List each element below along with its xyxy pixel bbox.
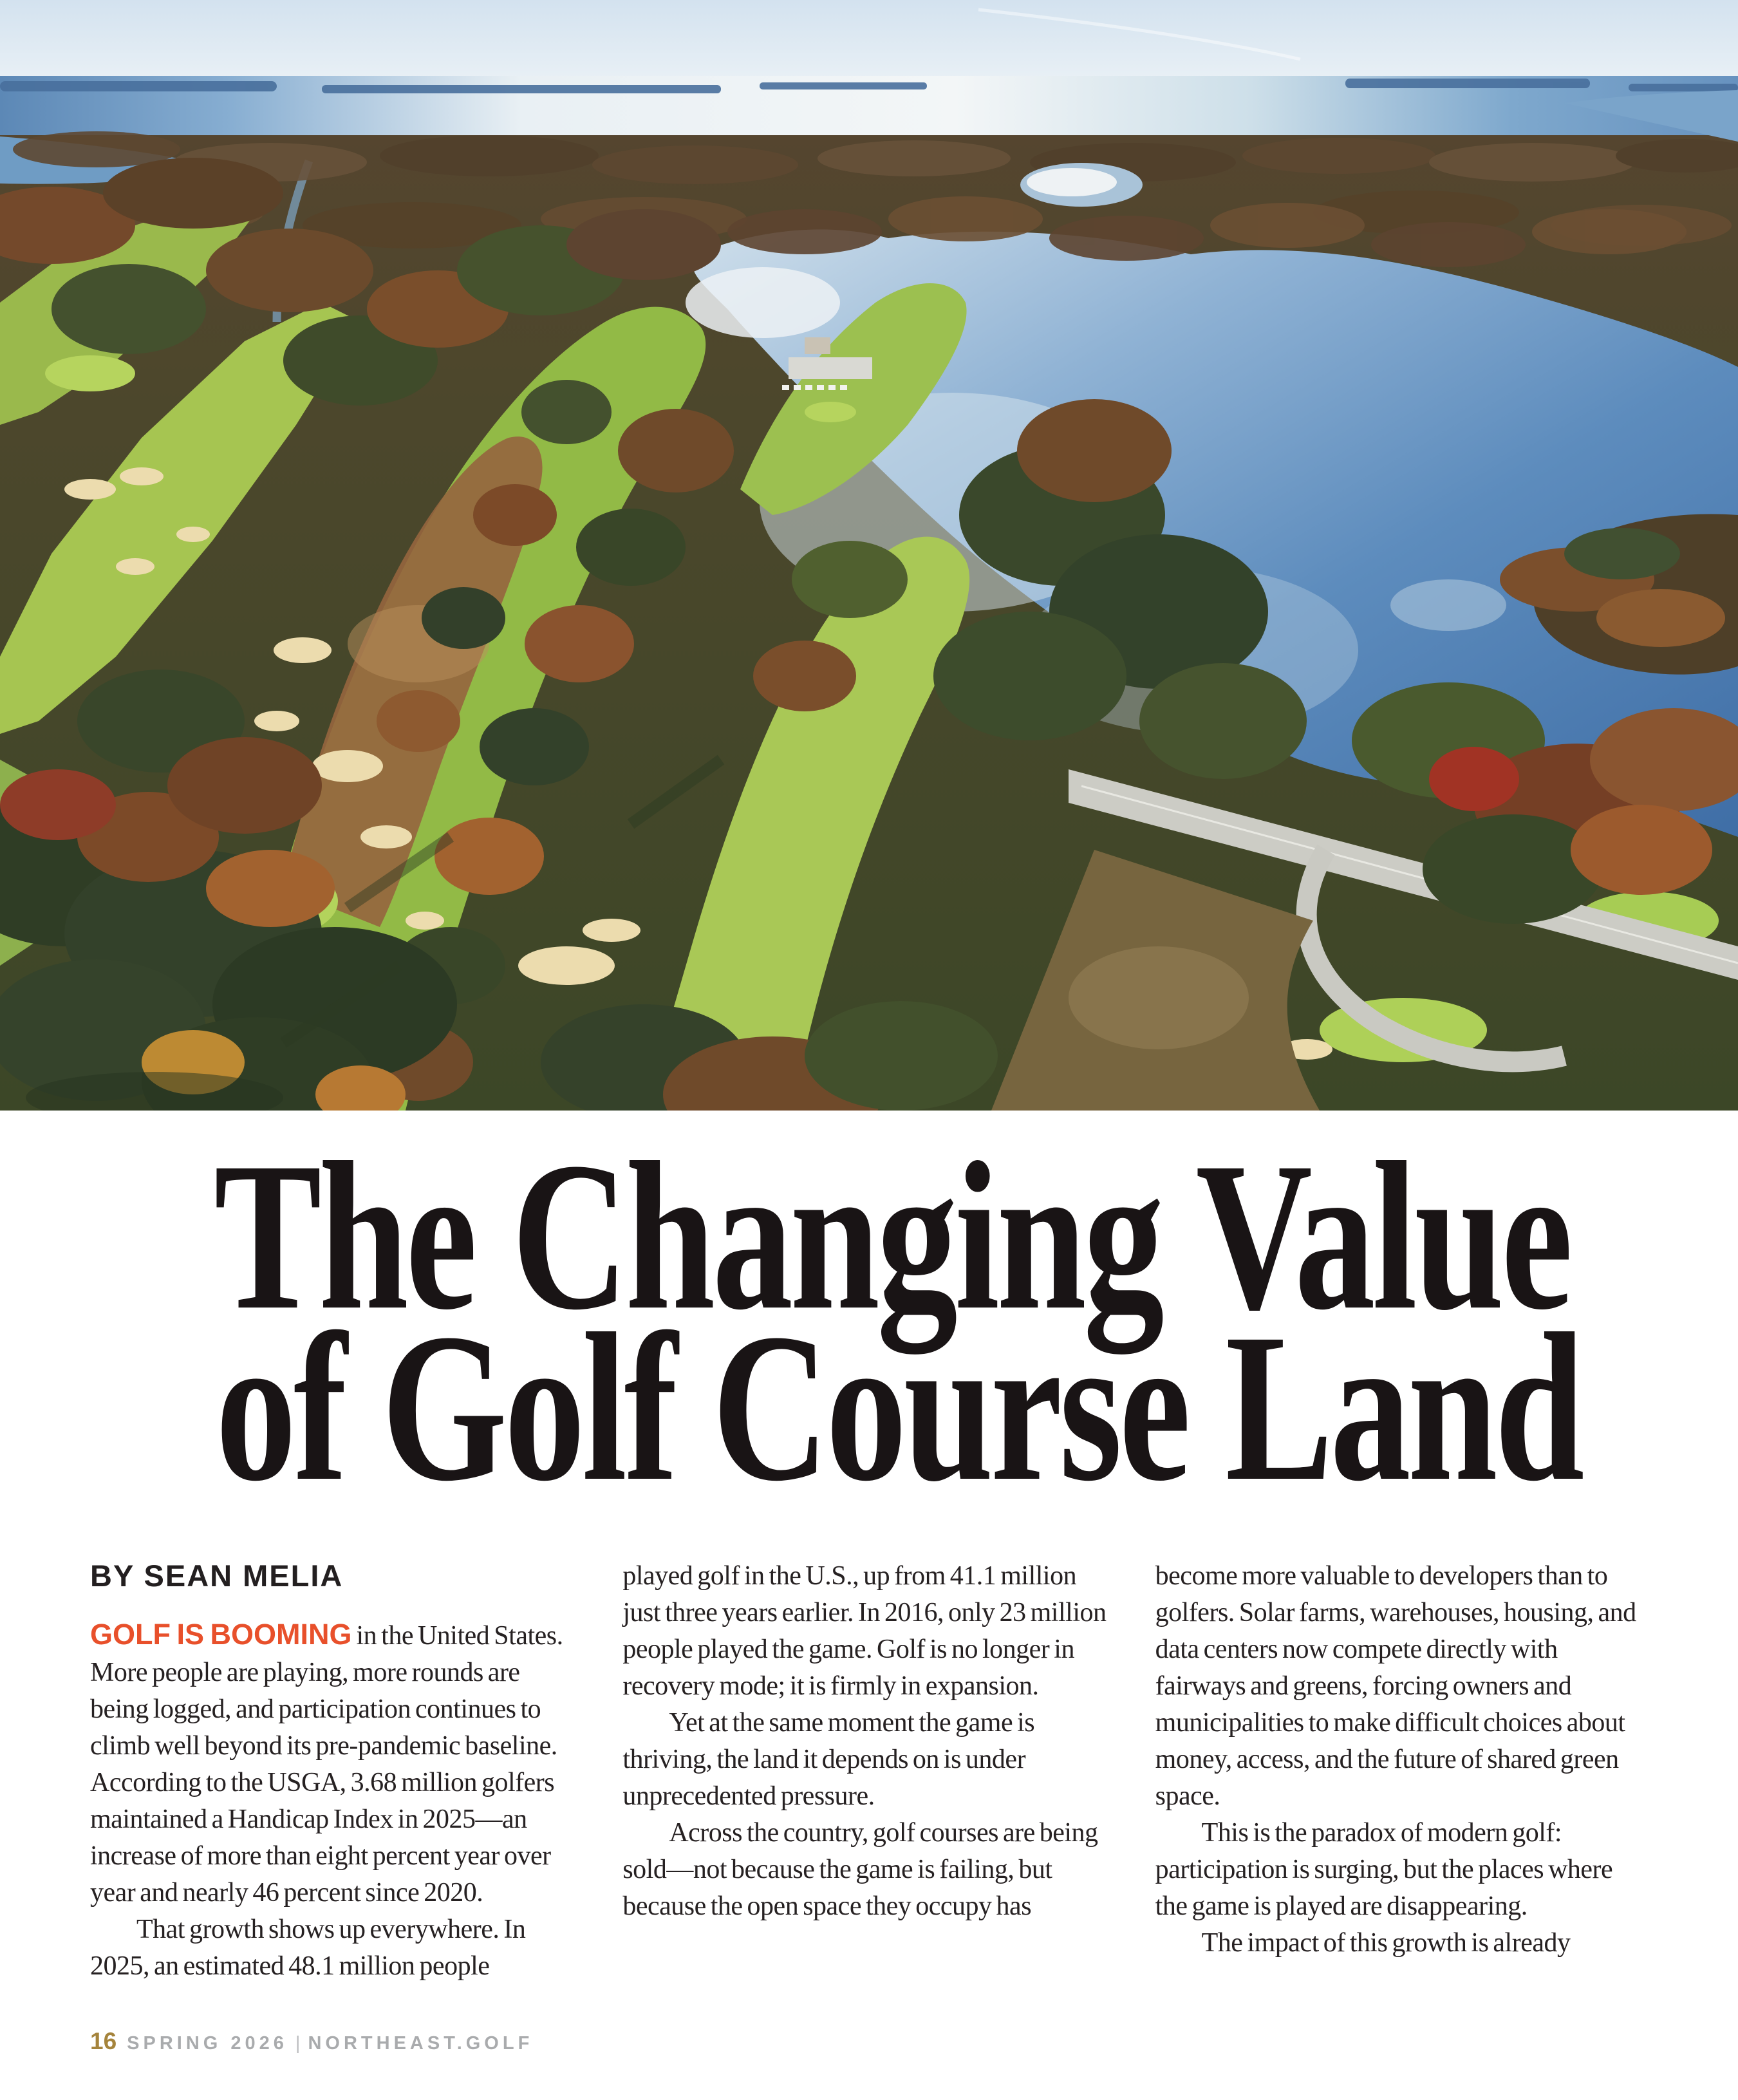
article-headline bbox=[0, 1119, 1738, 1525]
footer-site: NORTHEAST.GOLF bbox=[308, 2033, 534, 2054]
headline-line-1-text: The Changing Value bbox=[214, 1119, 1570, 1354]
column-2 bbox=[622, 1558, 1115, 1985]
article-body bbox=[90, 1558, 1648, 1985]
footer-separator: | bbox=[295, 2033, 301, 2054]
paragraph: This is the paradox of modern golf: participation is surging, but the places where the game is played are disappearing. bbox=[1155, 1818, 1613, 1921]
paragraph: played golf in the U.S., up from 41.1 million just three years earlier. In 2016, only 23 million people played the game. Golf is no longer in recovery mode; it is firmly in expansion. bbox=[622, 1561, 1107, 1701]
paragraph: become more valuable to developers than to golfers. Solar farms, warehouses, housing, and data centers now compete directly with fairways and greens, forcing owners and municipalities to make difficult choices about money, access, and the future of shared green space. bbox=[1155, 1561, 1636, 1811]
lede-intro: GOLF IS BOOMING bbox=[90, 1618, 352, 1651]
byline: BY SEAN MELIA bbox=[90, 1559, 344, 1593]
paragraph bbox=[90, 1616, 583, 1911]
column-3 bbox=[1155, 1558, 1648, 1985]
headline-line-2-text: of Golf Course Land bbox=[216, 1290, 1582, 1525]
paragraph: The impact of this growth is already bbox=[1201, 1928, 1571, 1958]
paragraph: That growth shows up everywhere. In 2025, an estimated 48.1 million people bbox=[90, 1915, 526, 1981]
page-footer bbox=[90, 2028, 533, 2055]
footer-issue: SPRING 2026 bbox=[127, 2033, 288, 2054]
paragraph: Across the country, golf courses are being sold—not because the game is failing, but because the open space they occupy has bbox=[622, 1818, 1098, 1921]
paragraph: Yet at the same moment the game is thriving, the land it depends on is under unprecedented pressure. bbox=[622, 1708, 1035, 1811]
column-1 bbox=[90, 1558, 583, 1985]
page-number: 16 bbox=[90, 2028, 117, 2054]
paragraph-text: in the United States. More people are playing, more rounds are being logged, and participation continues to climb well beyond its pre-pandemic baseline. According to the USGA, 3.68 million golfers maintained a Handicap Index in 2025—an increase of more than eight percent year over year and nearly 46 percent since 2020. bbox=[90, 1621, 563, 1908]
headline-line-2 bbox=[0, 1290, 1738, 1525]
